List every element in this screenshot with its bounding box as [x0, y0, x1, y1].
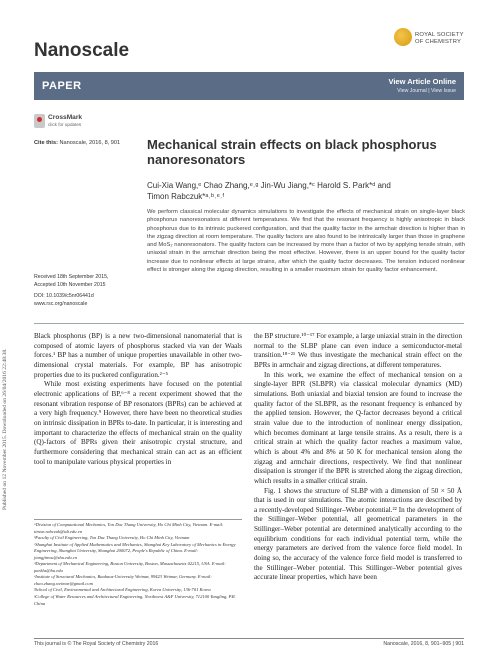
- logo-line-2: OF CHEMISTRY: [415, 39, 462, 45]
- citation: [34, 140, 120, 146]
- affiliation: ᵈDepartment of Mechanical Engineering, Boston University, Boston, Massachusetts 02215, USA. E-mail: parkhs@bu.edu: [34, 561, 226, 573]
- article-title: Mechanical strain effects on black phosphorus nanoresonators: [147, 137, 437, 167]
- body-paragraph: the BP structure.¹⁰⁻¹⁷ For example, a large uniaxial strain in the direction normal to the SLBP plane can even induce a semiconductor-metal transition.¹⁸⁻²¹ We thus investigate the mechanical strain effect on the BPRs in armchair and zigzag directions, at different temperatures.: [254, 332, 462, 369]
- journal-issue-links[interactable]: View Journal | View Issue: [397, 88, 456, 94]
- journal-name[interactable]: Nanoscale: [34, 40, 130, 61]
- abstract: We perform classical molecular dynamics simulations to investigate the effects of mechanical strain on single-layer black phosphorus nanoresonators at different temperatures. We find that the resonant frequency is highly anisotropic in black phosphorus due to its intrinsic puckered configuration, and that the quality factor in the armchair direction is higher than in the zigzag direction at room temperature. The quality factors are also found to be intrinsically larger than those in graphene and MoS₂ nanoresonators. The quality factors can be increased by more than a factor of two by applying tensile strain, with uniaxial strain in the armchair direction being the most effective. However, there is an upper bound for the quality factor increase due to nonlinear effects at large strains, after which the quality factor decreases. The tension induced nonlinear effect is stronger along the zigzag direction, resulting in a smaller maximum strain for quality factor enhancement.: [147, 209, 465, 274]
- logo-line-1: ROYAL SOCIETY: [415, 32, 464, 38]
- affiliations: [34, 522, 242, 607]
- author-list: [147, 181, 457, 202]
- cite-ref: Nanoscale, 2016, 8, 901: [59, 140, 121, 146]
- copyright-line: This journal is © The Royal Society of Chemistry 2016: [34, 641, 159, 647]
- cite-prefix: Cite this:: [34, 140, 58, 146]
- page-citation: Nanoscale, 2016, 8, 901–905 | 901: [383, 641, 464, 647]
- journal-website-link[interactable]: www.rsc.org/nanoscale: [34, 301, 88, 307]
- download-note-text: Published on 12 November 2015. Downloaded on 26/04/2016 22:48:38.: [2, 348, 8, 510]
- doi[interactable]: DOI: 10.1039/c5nr06441d: [34, 293, 94, 300]
- received-date: Received 18th September 2015,: [34, 274, 109, 280]
- body-paragraph: Black phosphorus (BP) is a new two-dimensional nanomaterial that is composed of atomic layers of phosphorus stacked via van der Waals forces.¹ BP has a number of unique properties unavailable in other two-dimensional crystal materials. For example, BP has anisotropic properties due to its puckered configuration.²⁻⁵: [34, 332, 242, 379]
- body-paragraph: In this work, we examine the effect of mechanical tension on a single-layer BPR (SLBPR) via classical molecular dynamics (MD) simulations. Both uniaxial and biaxial tension are found to increase the quality factor of the SLBPR, as the resonant frequency is enhanced by the applied tension. However, the Q-factor decreases beyond a critical strain value due to the introduction of nonlinear energy dissipation, which becomes dominant at large tensile strains. As a result, there is a critical strain at which the quality factor reaches a maximum value, which is about 4% and 8% at 50 K for mechanical tension along the zigzag and armchair directions, respectively. We find that nonlinear dissipation is stronger if the BPR is stretched along the zigzag direction, which results in a smaller critical strain.: [254, 370, 462, 485]
- rsc-emblem-icon: [394, 28, 412, 46]
- crossmark-subtitle: click for updates: [48, 122, 82, 127]
- accepted-date: Accepted 10th November 2015: [34, 282, 106, 289]
- body-paragraph: Fig. 1 shows the structure of SLBP with a dimension of 50 × 50 Å that is used in our simulations. The atomic interactions are described by a recently-developed Stillinger–Weber potential.²² In the development of the Stillinger–Weber potential, all geometrical parameters in the Stillinger–Weber potential are determined analytically according to the equilibrium conditions for each individual potential term, while the energy parameters are derived from the valence force field model. In doing so, the accuracy of the valence force field model is transferred to the Stillinger–Weber potential. This Stillinger–Weber potential gives accurate linear properties, which have been: [254, 486, 462, 582]
- affiliation: ᶠSchool of Civil, Environmental and Architectural Engineering, Korea University, 136-701 Korea: [34, 587, 211, 593]
- download-note: [2, 150, 10, 510]
- affiliation: ᵉInstitute of Structural Mechanics, Bauhaus-University Weimar, 99423 Weimar, Germany. E-mail: chao.zhang.weimar@gmail.com: [34, 574, 212, 586]
- footer-divider: [34, 638, 464, 639]
- view-article-online-link[interactable]: View Article Online: [388, 77, 456, 86]
- authors-line-1: Cui-Xia Wang,ᵉ Chao Zhang,ᵉ˒ᵍ Jin-Wu Jiang,*ᶜ Harold S. Park*ᵈ and: [147, 181, 391, 190]
- body-column-right: [254, 332, 462, 583]
- publisher-logo[interactable]: [394, 22, 464, 60]
- footnote-divider: [34, 519, 242, 520]
- affiliation: ᵇFaculty of Civil Engineering, Ton Duc Thang University, Ho Chi Minh City, Vietnam: [34, 535, 190, 541]
- body-paragraph: While most existing experiments have focused on the potential electronic applications of BP,⁶⁻⁸ a recent experiment showed that the resonant vibration response of BP resonators (BPRs) can be achieved at a very high frequency.⁹ However, there have been no theoretical studies on intrinsic dissipation in BPRs to-date. In particular, it is interesting and important to characterize the effects of mechanical strain on the quality (Q)-factors of BPRs given their anisotropic crystal structure, and furthermore considering that mechanical strain can act as an efficient tool to manipulate various physical properties in: [34, 380, 242, 466]
- crossmark-title: CrossMark: [48, 114, 83, 121]
- authors-line-2: Timon Rabczuk*ᵃ˒ᵇ˒ᵉ˒ᶠ: [147, 191, 225, 201]
- crossmark-icon: [34, 114, 45, 128]
- body-column-left: [34, 332, 242, 467]
- article-history: [34, 274, 144, 302]
- header-divider: [34, 323, 464, 324]
- article-type-bar: [34, 72, 464, 100]
- affiliation: ᵃDivision of Computational Mechanics, Ton Duc Thang University, Ho Chi Minh City, Vietnam. E-mail: timon.rabczuk@tdt.edu.vn: [34, 522, 224, 534]
- affiliation: ᶜShanghai Institute of Applied Mathematics and Mechanics, Shanghai Key Laboratory of Mechanics in Energy Engineering, Shanghai University, Shanghai 200072, People's Republic of China. E-mail: jiangjinwu@shu.edu.cn: [34, 541, 236, 560]
- affiliation: ᵍCollege of Water Resources and Architectural Engineering, Northwest A&F University, 712100 Yangling, P.R. China: [34, 594, 236, 606]
- article-type-label: PAPER: [42, 80, 82, 92]
